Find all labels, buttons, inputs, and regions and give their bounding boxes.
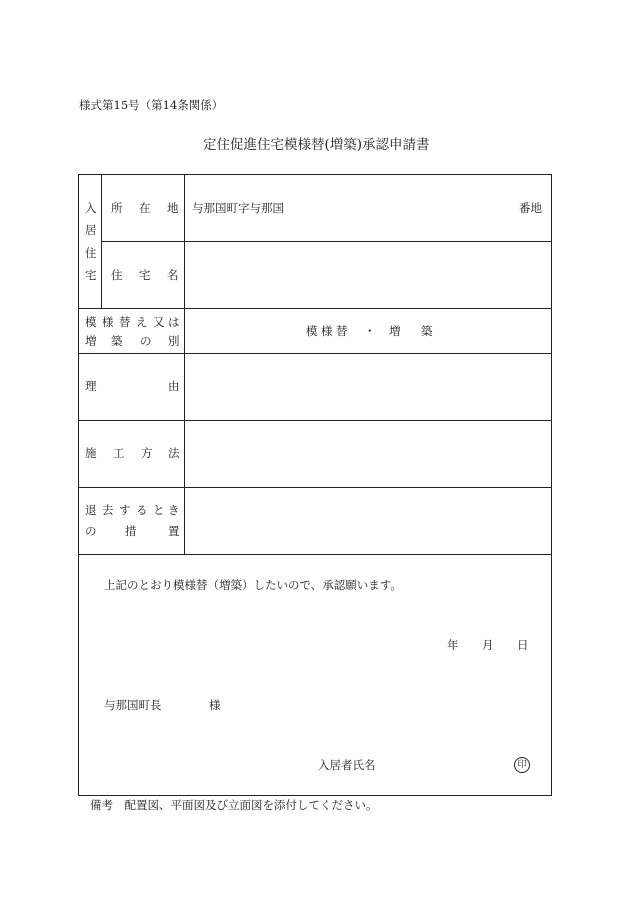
work-type-label: 増 [85, 334, 97, 348]
construction-method-label: 工 [113, 446, 125, 460]
vacate-measures-label: す [119, 503, 131, 517]
work-type-label: 替 [119, 315, 131, 329]
work-type-label: え [136, 315, 148, 329]
work-type-option[interactable]: 模 [306, 324, 318, 338]
location-label: 在 [139, 201, 151, 215]
work-type-label: 築 [111, 334, 123, 348]
vacate-measures-label: 退 [85, 503, 97, 517]
form-number: 様式第15号（第14条関係） [79, 98, 224, 112]
statement-text: 上記のとおり模様替（増築）したいので、承認願います。 [104, 578, 402, 592]
work-type-option[interactable]: 築 [421, 324, 433, 338]
work-type-label: 又 [153, 315, 165, 329]
applicant-name-label: 入居者氏名 [318, 758, 376, 772]
addressee-honorific: 様 [209, 698, 221, 712]
residence-group-label-char: 宅 [85, 268, 97, 282]
construction-method-label: 施 [85, 446, 97, 460]
vacate-measures-label: 措 [125, 524, 137, 538]
row-divider [78, 420, 552, 421]
seal-mark: 印 [514, 757, 530, 773]
vacate-measures-label: 置 [168, 524, 180, 538]
vacate-measures-label: の [85, 524, 97, 538]
reason-label: 由 [168, 379, 180, 393]
vacate-measures-label: と [153, 503, 165, 517]
residence-group-label-char: 入 [85, 201, 97, 215]
date-day-label: 日 [517, 638, 529, 652]
row-divider [78, 487, 552, 488]
reason-label: 理 [85, 379, 97, 393]
residence-group-label-char: 居 [85, 223, 97, 237]
residence-name-label: 住 [111, 268, 123, 282]
note-text: 備考 配置図、平面図及び立面図を添付してください。 [90, 798, 378, 812]
vacate-measures-label: き [168, 503, 180, 517]
construction-method-label: 方 [141, 446, 153, 460]
addressee-name: 与那国町長 [104, 698, 162, 712]
residence-name-label: 名 [167, 268, 179, 282]
residence-group-label-char: 住 [85, 246, 97, 260]
location-suffix: 番地 [519, 201, 542, 215]
work-type-label: 様 [102, 315, 114, 329]
vacate-measures-label: る [136, 503, 148, 517]
work-type-option[interactable]: 増 [389, 324, 401, 338]
work-type-label: 模 [85, 315, 97, 329]
work-type-label: 別 [168, 334, 180, 348]
work-type-option[interactable]: 様 [321, 324, 333, 338]
date-year-label: 年 [447, 638, 459, 652]
label-column-divider [184, 174, 185, 555]
row-divider [78, 554, 552, 555]
location-label: 所 [111, 201, 123, 215]
work-type-label: は [168, 315, 180, 329]
location-value[interactable]: 与那国町字与那国 [192, 201, 284, 215]
work-type-separator: ・ [364, 324, 376, 338]
construction-method-label: 法 [168, 446, 180, 460]
date-month-label: 月 [482, 638, 494, 652]
vacate-measures-label: 去 [102, 503, 114, 517]
work-type-label: の [140, 334, 152, 348]
page-title: 定住促進住宅模様替(増築)承認申請書 [203, 137, 430, 153]
work-type-option[interactable]: 替 [336, 324, 348, 338]
row-divider [78, 308, 552, 309]
residence-inner-divider [101, 241, 552, 242]
row-divider [78, 353, 552, 354]
residence-name-label: 宅 [139, 268, 151, 282]
location-label: 地 [167, 201, 179, 215]
